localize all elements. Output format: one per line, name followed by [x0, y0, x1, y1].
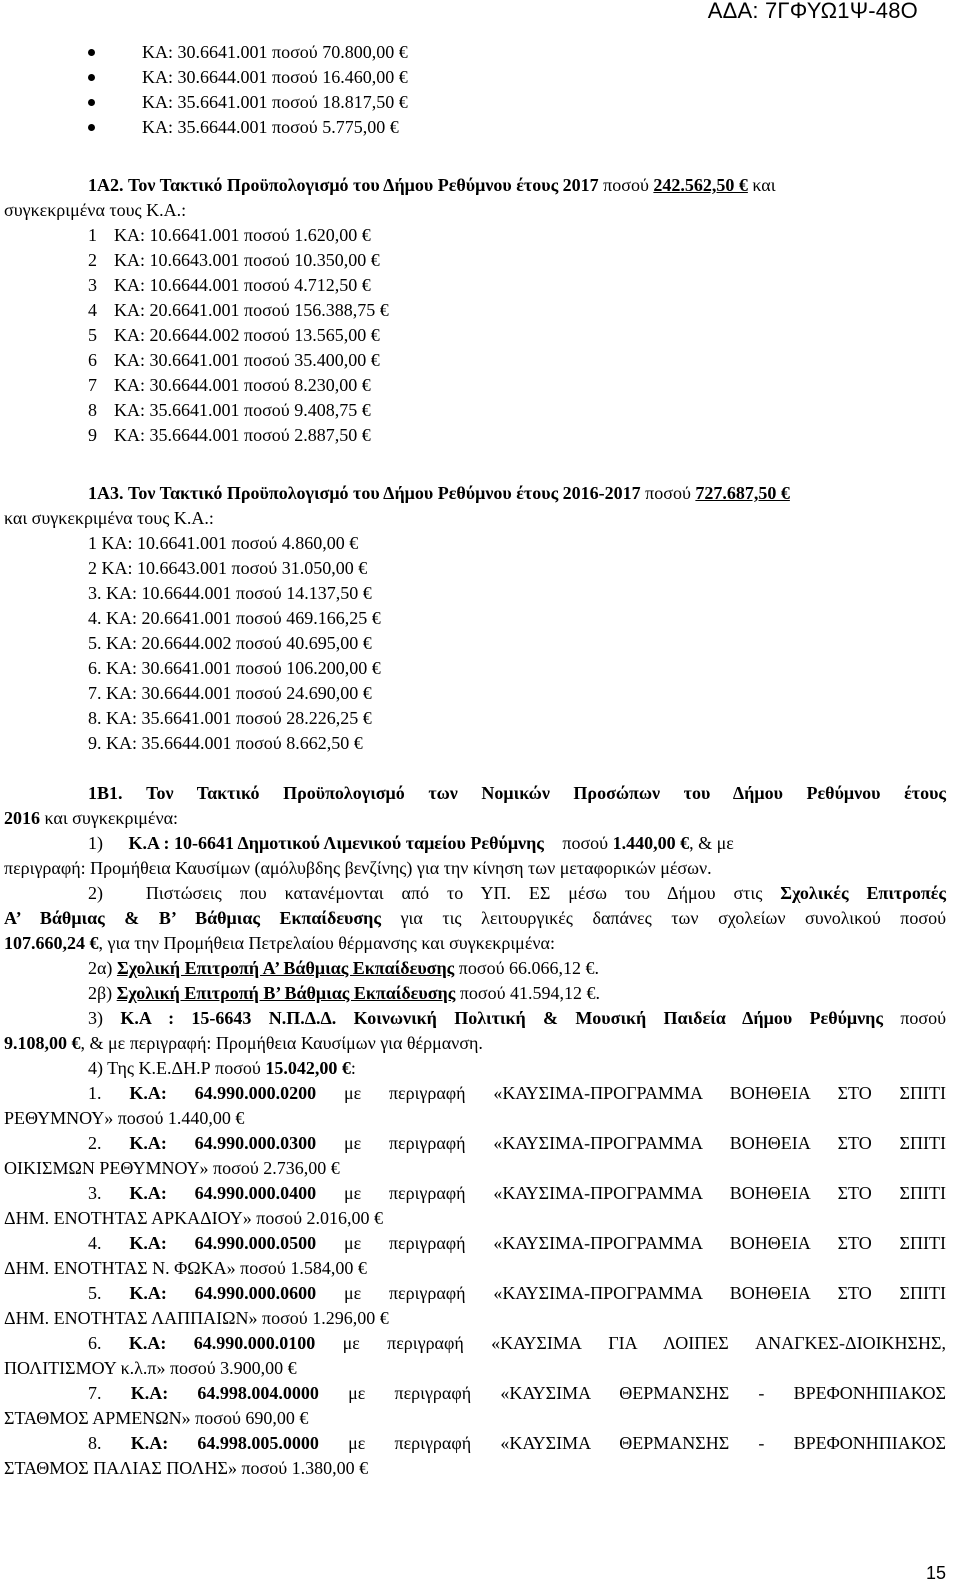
list-item: 1 ΚΑ: 10.6641.001 ποσού 1.620,00 €	[88, 225, 371, 245]
kedir-list	[4, 1081, 946, 1481]
paragraph-2-line3: 107.660,24 €, για την Προμήθεια Πετρελαίου θέρμανσης και συγκεκριμένα:	[4, 933, 555, 953]
list-item: 2. Κ.Α: 64.990.000.0300 με περιγραφή «ΚΑΥΣΙΜΑ-ΠΡΟΓΡΑΜΜΑ ΒΟΗΘΕΙΑ ΣΤΟ ΣΠΙΤΙ ΟΙΚΙΣΜΩΝ ΡΕΘΥΜΝΟΥ» ποσού 2.736,00 €	[4, 1133, 946, 1178]
amount-prefix: ποσού	[645, 483, 691, 503]
section-heading	[4, 781, 946, 806]
list-item: 9 ΚΑ: 35.6644.001 ποσού 2.887,50 €	[88, 425, 371, 445]
list-item: 6. ΚΑ: 30.6641.001 ποσού 106.200,00 €	[88, 658, 381, 678]
section-title: Τον Τακτικό Προϋπολογισμό των Νομικών Προσώπων του Δήμου Ρεθύμνου έτους	[146, 783, 947, 803]
list-item: 7. ΚΑ: 30.6644.001 ποσού 24.690,00 €	[88, 683, 372, 703]
bullet-list	[0, 40, 960, 140]
paragraph-3: 3) Κ.Α : 15-6643 Ν.Π.Δ.Δ. Κοινωνική Πολιτική & Μουσική Παιδεία Δήμου Ρεθύμνης ποσού	[88, 1008, 947, 1028]
list-item: 3 ΚΑ: 10.6644.001 ποσού 4.712,50 €	[88, 275, 371, 295]
paragraph-2b: 2β) Σχολική Επιτροπή Β’ Βάθμιας Εκπαίδευσης ποσού 41.594,12 €.	[88, 983, 601, 1003]
section-amount: 242.562,50 €	[653, 175, 748, 195]
section-code: 1Β1.	[88, 783, 123, 803]
list-item: 2 ΚΑ: 10.6643.001 ποσού 31.050,00 €	[88, 558, 368, 578]
list-item: 6. Κ.Α: 64.990.000.0100 με περιγραφή «ΚΑΥΣΙΜΑ ΓΙΑ ΛΟΙΠΕΣ ΑΝΑΓΚΕΣ-ΔΙΟΙΚΗΣΗΣ, ΠΟΛΙΤΙΣΜΟΥ κ.λ.π» ποσού 3.900,00 €	[4, 1333, 947, 1378]
paragraph-2: 2) Πιστώσεις που κατανέμονται από το ΥΠ. ΕΣ μέσω του Δήμου στις Σχολικές Επιτροπές	[88, 883, 947, 903]
list-item: ΚΑ: 35.6644.001 ποσού 5.775,00 €	[0, 115, 960, 140]
paragraph-3-line2: 9.108,00 €, & με περιγραφή: Προμήθεια Καυσίμων για θέρμανση.	[4, 1033, 483, 1053]
paragraph-1: 1) Κ.Α : 10-6641 Δημοτικού Λιμενικού ταμείου Ρεθύμνης ποσού 1.440,00 €, & με	[88, 833, 734, 853]
list-item: 4. Κ.Α: 64.990.000.0500 με περιγραφή «ΚΑΥΣΙΜΑ-ΠΡΟΓΡΑΜΜΑ ΒΟΗΘΕΙΑ ΣΤΟ ΣΠΙΤΙ ΔΗΜ. ΕΝΟΤΗΤΑΣ Ν. ΦΩΚΑ» ποσού 1.584,00 €	[4, 1233, 946, 1278]
list-item: 5. ΚΑ: 20.6644.002 ποσού 40.695,00 €	[88, 633, 372, 653]
list-item: 7. Κ.Α: 64.998.004.0000 με περιγραφή «ΚΑΥΣΙΜΑ ΘΕΡΜΑΝΣΗΣ - ΒΡΕΦΟΝΗΠΙΑΚΟΣ ΣΤΑΘΜΟΣ ΑΡΜΕΝΩΝ» ποσού 690,00 €	[4, 1383, 947, 1428]
list-item: 1. Κ.Α: 64.990.000.0200 με περιγραφή «ΚΑΥΣΙΜΑ-ΠΡΟΓΡΑΜΜΑ ΒΟΗΘΕΙΑ ΣΤΟ ΣΠΙΤΙ ΡΕΘΥΜΝΟΥ» ποσού 1.440,00 €	[4, 1083, 946, 1128]
heading-suffix: και	[752, 175, 776, 195]
list-item: 9. ΚΑ: 35.6644.001 ποσού 8.662,50 €	[88, 733, 363, 753]
paragraph-1-description: περιγραφή: Προμήθεια Καυσίμων (αμόλυβδης βενζίνης) για την κίνηση των μεταφορικών μέσων.	[4, 858, 712, 878]
page-number: 15	[925, 1563, 946, 1583]
list-item: ΚΑ: 30.6641.001 ποσού 70.800,00 €	[0, 40, 960, 65]
list-item: 3. Κ.Α: 64.990.000.0400 με περιγραφή «ΚΑΥΣΙΜΑ-ΠΡΟΓΡΑΜΜΑ ΒΟΗΘΕΙΑ ΣΤΟ ΣΠΙΤΙ ΔΗΜ. ΕΝΟΤΗΤΑΣ ΑΡΚΑΔΙΟΥ» ποσού 2.016,00 €	[4, 1183, 946, 1228]
list-item: 2 ΚΑ: 10.6643.001 ποσού 10.350,00 €	[88, 250, 380, 270]
list-item: 3. ΚΑ: 10.6644.001 ποσού 14.137,50 €	[88, 583, 372, 603]
list-item: ΚΑ: 35.6641.001 ποσού 18.817,50 €	[0, 90, 960, 115]
section-1b1	[0, 781, 960, 1481]
section-subheading: και συγκεκριμένα τους Κ.Α.:	[4, 508, 214, 528]
document-page	[0, 40, 960, 1481]
section-code: 1Α3.	[88, 483, 124, 503]
list-item: 1 ΚΑ: 10.6641.001 ποσού 4.860,00 €	[88, 533, 359, 553]
paragraph-2a: 2α) Σχολική Επιτροπή Α’ Βάθμιας Εκπαίδευσης ποσού 66.066,12 €.	[88, 958, 599, 978]
section-1a2	[0, 173, 960, 448]
list-item: 8 ΚΑ: 35.6641.001 ποσού 9.408,75 €	[88, 400, 371, 420]
list-item: 8. Κ.Α: 64.998.005.0000 με περιγραφή «ΚΑΥΣΙΜΑ ΘΕΡΜΑΝΣΗΣ - ΒΡΕΦΟΝΗΠΙΑΚΟΣ ΣΤΑΘΜΟΣ ΠΑΛΙΑΣ ΠΟΛΗΣ» ποσού 1.380,00 €	[4, 1433, 947, 1478]
amount-prefix: ποσού	[603, 175, 649, 195]
section-1a3	[0, 481, 960, 756]
list-item: 4. ΚΑ: 20.6641.001 ποσού 469.166,25 €	[88, 608, 381, 628]
list-item: 4 ΚΑ: 20.6641.001 ποσού 156.388,75 €	[88, 300, 389, 320]
paragraph-4: 4) Της Κ.Ε.ΔΗ.Ρ ποσού 15.042,00 €:	[88, 1058, 356, 1078]
list-item: 5. Κ.Α: 64.990.000.0600 με περιγραφή «ΚΑΥΣΙΜΑ-ΠΡΟΓΡΑΜΜΑ ΒΟΗΘΕΙΑ ΣΤΟ ΣΠΙΤΙ ΔΗΜ. ΕΝΟΤΗΤΑΣ ΛΑΠΠΑΙΩΝ» ποσού 1.296,00 €	[4, 1283, 946, 1328]
section-title: Τον Τακτικό Προϋπολογισμό του Δήμου Ρεθύμνου έτους 2017	[128, 175, 599, 195]
section-subheading: 2016 και συγκεκριμένα:	[4, 808, 179, 828]
section-heading	[0, 173, 960, 198]
section-title: Τον Τακτικό Προϋπολογισμό του Δήμου Ρεθύμνου έτους 2016-2017	[128, 483, 641, 503]
ka-list	[0, 531, 960, 756]
list-item: 5 ΚΑ: 20.6644.002 ποσού 13.565,00 €	[88, 325, 380, 345]
section-subheading: συγκεκριμένα τους Κ.Α.:	[4, 200, 187, 220]
section-amount: 727.687,50 €	[695, 483, 790, 503]
ada-code: ΑΔΑ: 7ΓΦΥΩ1Ψ-48Ο	[707, 0, 918, 23]
list-item: 6 ΚΑ: 30.6641.001 ποσού 35.400,00 €	[88, 350, 380, 370]
section-heading	[0, 481, 960, 506]
list-item: ΚΑ: 30.6644.001 ποσού 16.460,00 €	[0, 65, 960, 90]
list-item: 8. ΚΑ: 35.6641.001 ποσού 28.226,25 €	[88, 708, 372, 728]
ka-list	[0, 223, 960, 448]
paragraph-2-line2: Α’ Βάθμιας & Β’ Βάθμιας Εκπαίδευσης για τις λειτουργικές δαπάνες των σχολείων συνολικού ποσού	[4, 908, 946, 928]
section-code: 1Α2.	[88, 175, 124, 195]
list-item: 7 ΚΑ: 30.6644.001 ποσού 8.230,00 €	[88, 375, 371, 395]
